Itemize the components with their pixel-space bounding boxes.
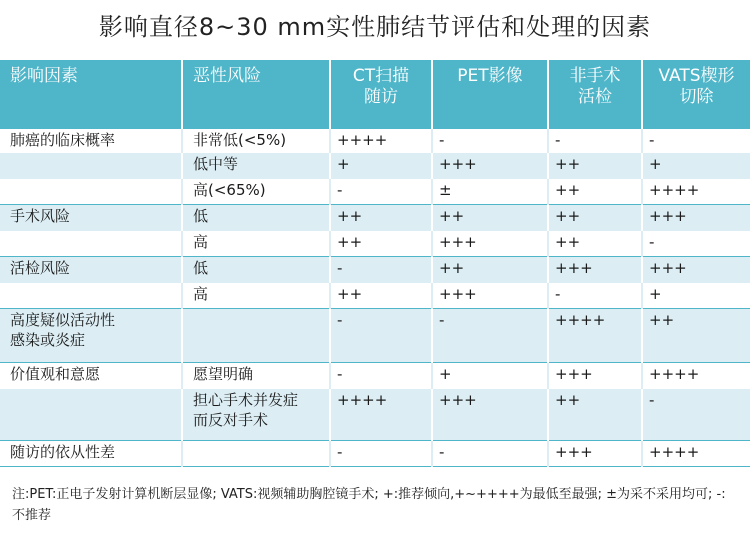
risk-cell: 高: [182, 283, 330, 309]
table-row: [0, 389, 750, 441]
ct-followup-cell: ++++: [330, 389, 432, 441]
biopsy-cell: +++: [548, 441, 642, 467]
vats-cell: -: [642, 129, 750, 153]
pet-cell: +++: [432, 283, 548, 309]
table-row: [0, 283, 750, 309]
table-row: [0, 129, 750, 153]
vats-cell: ++++: [642, 441, 750, 467]
ct-followup-cell: -: [330, 179, 432, 205]
ct-followup-cell: ++: [330, 205, 432, 231]
factor-cell: 手术风险: [0, 205, 182, 231]
risk-cell: [182, 309, 330, 363]
table-title: 影响直径8~30 mm实性肺结节评估和处理的因素: [98, 13, 652, 41]
header-biopsy: 非手术 活检: [548, 60, 642, 129]
factor-table-container: [0, 60, 750, 467]
ct-followup-cell: ++: [330, 283, 432, 309]
biopsy-cell: +++: [548, 363, 642, 389]
ct-followup-cell: ++++: [330, 129, 432, 153]
pet-cell: -: [432, 441, 548, 467]
factor-cell: [0, 231, 182, 257]
ct-followup-cell: +: [330, 153, 432, 179]
factor-table: [0, 60, 750, 467]
vats-cell: +: [642, 153, 750, 179]
ct-followup-cell: -: [330, 363, 432, 389]
pet-cell: +++: [432, 389, 548, 441]
table-row: [0, 309, 750, 363]
pet-cell: +++: [432, 153, 548, 179]
biopsy-cell: ++: [548, 205, 642, 231]
ct-followup-cell: -: [330, 309, 432, 363]
table-row: [0, 231, 750, 257]
factor-cell: 价值观和意愿: [0, 363, 182, 389]
ct-followup-cell: -: [330, 441, 432, 467]
vats-cell: -: [642, 389, 750, 441]
header-factor: 影响因素: [0, 60, 182, 129]
pet-cell: ++: [432, 205, 548, 231]
biopsy-cell: +++: [548, 257, 642, 283]
vats-cell: ++: [642, 309, 750, 363]
risk-cell: 高: [182, 231, 330, 257]
pet-cell: ±: [432, 179, 548, 205]
factor-cell: 高度疑似活动性 感染或炎症: [0, 309, 182, 363]
biopsy-cell: ++: [548, 231, 642, 257]
vats-cell: +: [642, 283, 750, 309]
risk-cell: 非常低(<5%): [182, 129, 330, 153]
risk-cell: 低: [182, 257, 330, 283]
header-vats: VATS楔形 切除: [642, 60, 750, 129]
risk-cell: 低: [182, 205, 330, 231]
factor-cell: [0, 179, 182, 205]
biopsy-cell: ++: [548, 153, 642, 179]
pet-cell: -: [432, 309, 548, 363]
vats-cell: -: [642, 231, 750, 257]
factor-cell: [0, 153, 182, 179]
ct-followup-cell: ++: [330, 231, 432, 257]
biopsy-cell: ++++: [548, 309, 642, 363]
factor-cell: 随访的依从性差: [0, 441, 182, 467]
table-row: [0, 153, 750, 179]
pet-cell: +++: [432, 231, 548, 257]
biopsy-cell: -: [548, 129, 642, 153]
vats-cell: +++: [642, 205, 750, 231]
biopsy-cell: ++: [548, 179, 642, 205]
biopsy-cell: -: [548, 283, 642, 309]
table-row: [0, 179, 750, 205]
vats-cell: ++++: [642, 179, 750, 205]
table-footnote: 注:PET:正电子发射计算机断层显像; VATS:视频辅助胸腔镜手术; +:推荐倾向,+~++++为最低至最强; ±为采不采用均可; -: 不推荐: [12, 487, 726, 523]
factor-cell: 肺癌的临床概率: [0, 129, 182, 153]
risk-cell: 高(<65%): [182, 179, 330, 205]
header-risk: 恶性风险: [182, 60, 330, 129]
table-row: [0, 257, 750, 283]
table-row: [0, 441, 750, 467]
table-row: [0, 363, 750, 389]
header-pet: PET影像: [432, 60, 548, 129]
header-row: [0, 60, 750, 129]
risk-cell: 低中等: [182, 153, 330, 179]
factor-cell: [0, 389, 182, 441]
factor-cell: [0, 283, 182, 309]
ct-followup-cell: -: [330, 257, 432, 283]
table-row: [0, 205, 750, 231]
risk-cell: 担心手术并发症 而反对手术: [182, 389, 330, 441]
pet-cell: +: [432, 363, 548, 389]
risk-cell: [182, 441, 330, 467]
risk-cell: 愿望明确: [182, 363, 330, 389]
pet-cell: ++: [432, 257, 548, 283]
table-body: [0, 129, 750, 467]
factor-cell: 活检风险: [0, 257, 182, 283]
vats-cell: +++: [642, 257, 750, 283]
header-ct-followup: CT扫描 随访: [330, 60, 432, 129]
vats-cell: ++++: [642, 363, 750, 389]
biopsy-cell: ++: [548, 389, 642, 441]
pet-cell: -: [432, 129, 548, 153]
